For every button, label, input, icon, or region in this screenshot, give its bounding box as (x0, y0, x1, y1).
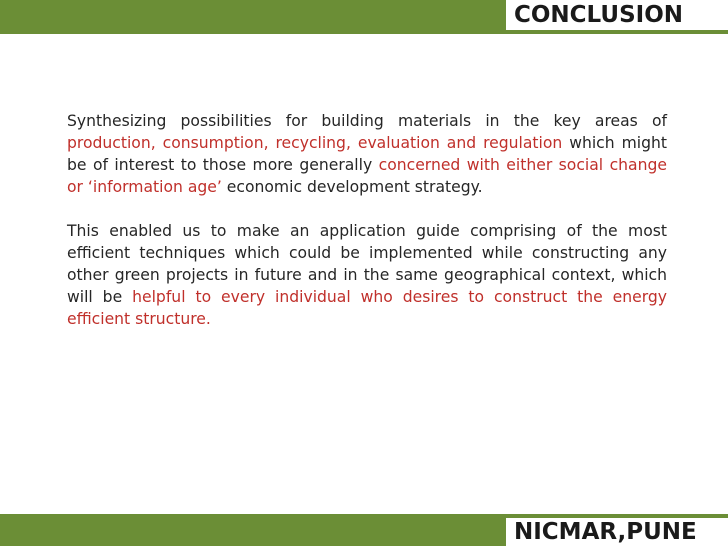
paragraph-1 (67, 110, 667, 198)
text-segment: which might be of interest to those more generally (67, 134, 667, 174)
paragraph-2 (67, 220, 667, 330)
slide-body (67, 110, 667, 330)
highlight-segment: helpful to every individual who desires to construct the energy efficient structure. (67, 288, 667, 328)
highlight-segment: concerned with either social change or ‘information age’ (67, 156, 667, 196)
highlight-segment: production, consumption, recycling, evaluation and regulation (67, 134, 563, 152)
footer-label: NICMAR,PUNE (506, 518, 728, 546)
text-segment: This enabled us to make an application guide comprising of the most efficient techniques which could be implemented while constructing any other green projects in future and in the same geographical context, which will be (67, 222, 667, 306)
text-segment: economic development strategy. (221, 178, 483, 196)
slide-title: CONCLUSION (506, 0, 728, 30)
text-segment: Synthesizing possibilities for building materials in the key areas of (67, 112, 667, 130)
